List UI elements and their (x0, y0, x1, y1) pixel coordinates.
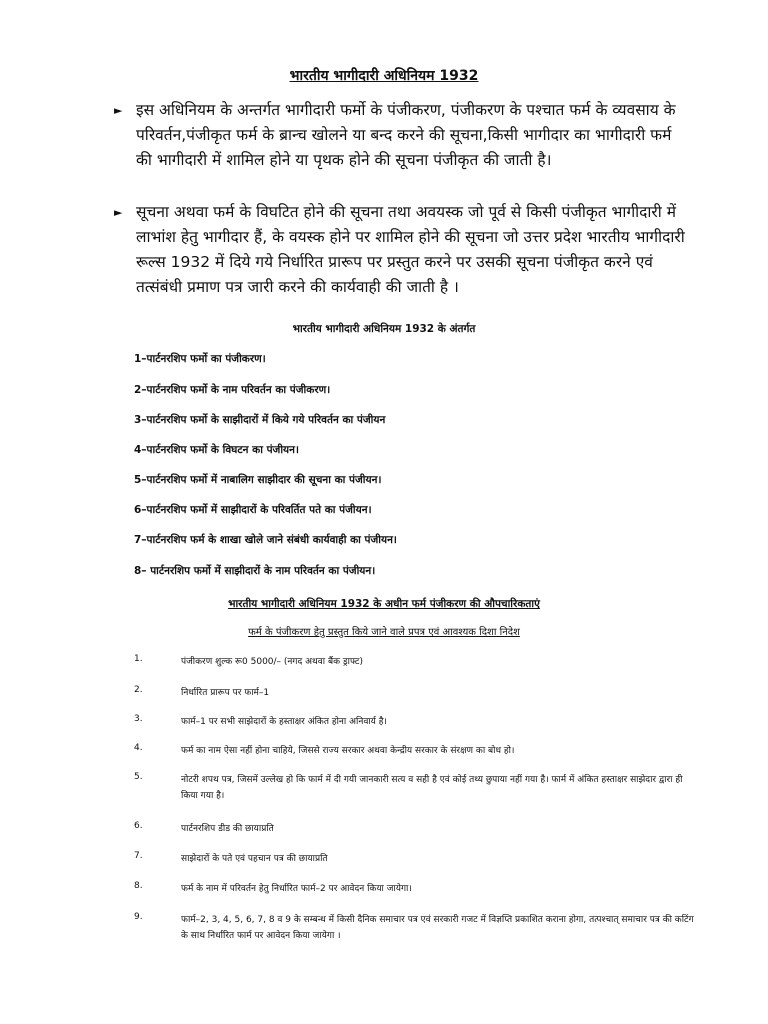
list-item: 2–पार्टनरशिप फर्मो के नाम परिवर्तन का पंजीकरण। (134, 384, 331, 396)
row-text: पार्टनरशिप डीड की छायाप्रति (181, 824, 274, 834)
list-item: 7–पार्टनरशिप फर्म के शाखा खोले जाने संबंधी कार्यवाही का पंजीयन। (134, 534, 397, 546)
bullet-marker: ► (114, 206, 123, 219)
section-subheading-documents: फर्म के पंजीकरण हेतु प्रस्तुत किये जाने वाले प्रपत्र एवं आवश्यक दिशा निदेश (248, 627, 520, 638)
row-text: निर्धारित प्रारूप पर फार्म–1 (181, 688, 270, 698)
row-text: साझेदारों के पते एवं पहचान पत्र की छायाप्रति (181, 854, 328, 864)
row-number: 3. (134, 714, 143, 724)
list-item: 3–पार्टनरशिप फर्मो के साझीदारों में किये गये परिवर्तन का पंजीयन (134, 414, 386, 426)
row-text: नोटरी शपथ पत्र, जिसमें उल्लेख हो कि फार्म में दी गयी जानकारी सत्य व सही है एवं कोई तथ्य छुपाया नहीं गया है। फार्म में अंकित हस्ताक्षर साझेदार द्वारा ही किया गया है। (181, 775, 683, 801)
document-title: भारतीय भागीदारी अधिनियम 1932 (289, 68, 479, 84)
row-text: फर्म का नाम ऐसा नहीं होना चाहिये, जिससे राज्य सरकार अथवा केन्द्रीय सरकार के संरक्षण का बोध हो। (181, 746, 515, 756)
row-number: 1. (134, 654, 143, 664)
row-number: 7. (134, 851, 143, 861)
row-text: फर्म के नाम में परिवर्तन हेतु निर्धारित फार्म–2 पर आवेदन किया जायेगा। (181, 884, 412, 894)
row-text: फार्म–2, 3, 4, 5, 6, 7, 8 व 9 के सम्बन्ध में किसी दैनिक समाचार पत्र एवं सरकारी गजट में विज्ञप्ति प्रकाशित कराना होगा, तत्पश्चात् समाचार पत्र की कटिंग के साथ निर्धारित फार्म पर आवेदन किया जायेगा । (181, 915, 694, 941)
section-heading-formalities: भारतीय भागीदारी अधिनियम 1932 के अधीन फर्म पंजीकरण की औपचारिकताएं (228, 598, 540, 610)
section-heading-registrations: भारतीय भागीदारी अधिनियम 1932 के अंतर्गत (292, 323, 476, 335)
list-item: 6–पार्टनरशिप फर्मो में साझीदारों के परिवर्तित पते का पंजीयन। (134, 504, 372, 516)
row-number: 8. (134, 881, 143, 891)
row-number: 9. (134, 912, 143, 922)
list-item: 4–पार्टनरशिप फर्मो के विघटन का पंजीयन। (134, 444, 299, 456)
row-number: 2. (134, 685, 143, 695)
list-item: 8– पार्टनरशिप फर्मो में साझीदारों के नाम परिवर्तन का पंजीयन। (134, 565, 376, 577)
list-item: 1–पार्टनरशिप फर्मो का पंजीकरण। (134, 353, 266, 365)
intro-paragraph-2: सूचना अथवा फर्म के विघटित होने की सूचना तथा अवयस्क जो पूर्व से किसी पंजीकृत भागीदारी में लाभांश हेतु भागीदार हैं, के वयस्क होने पर शामिल होने की सूचना जो उत्तर प्रदेश भारतीय भागीदारी रूल्स 1932 में दिये गये निर्धारित प्रारूप पर प्रस्तुत करने पर उसकी सूचना पंजीकृत करने एवं तत्संबंधी प्रमाण पत्र जारी करने की कार्यवाही की जाती है । (136, 203, 685, 296)
intro-paragraph-1: इस अधिनियम के अन्तर्गत भागीदारी फर्मो के पंजीकरण, पंजीकरण के पश्चात फर्म के व्यवसाय के परिवर्तन,पंजीकृत फर्म के ब्रान्च खोलने या बन्द करने की सूचना,किसी भागीदार का भागीदारी फर्म की भागीदारी में शामिल होने या पृथक होने की सूचना पंजीकृत की जाती है। (136, 101, 676, 169)
row-number: 5. (134, 772, 143, 782)
list-item: 5–पार्टनरशिप फर्मो में नाबालिग साझीदार की सूचना का पंजीयन। (134, 474, 382, 486)
row-text: पंजीकरण शुल्क रू0 5000/– (नगद अथवा बैंक ड्राफ्ट) (181, 657, 363, 667)
row-number: 4. (134, 743, 143, 753)
row-text: फार्म–1 पर सभी साझेदारों के हस्ताक्षर अंकित होना अनिवार्य है। (181, 717, 387, 727)
row-number: 6. (134, 821, 143, 831)
bullet-marker: ► (114, 104, 123, 117)
